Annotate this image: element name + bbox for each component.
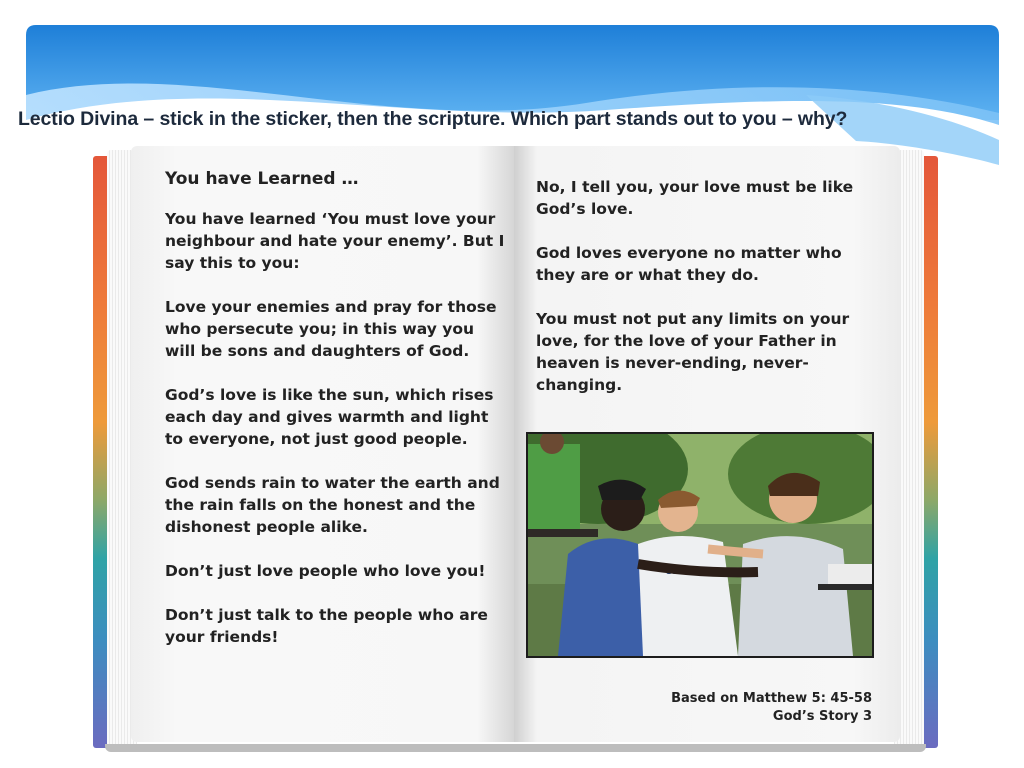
scripture-paragraph: Love your enemies and pray for those who persecute you; in this way you will be sons and daughters of God. <box>165 298 497 360</box>
open-book <box>93 142 938 752</box>
book-base-shadow <box>105 744 926 752</box>
children-photo <box>526 432 874 658</box>
scripture-paragraph: You must not put any limits on your love, for the love of your Father in heaven is never-ending, never-changing. <box>536 310 850 394</box>
shirt-text: SPORTS <box>666 567 706 577</box>
left-page <box>131 146 516 742</box>
scripture-paragraph: You have learned ‘You must love your neighbour and hate your enemy’. But I say this to you: <box>165 210 505 272</box>
scripture-paragraph: God’s love is like the sun, which rises each day and gives warmth and light to everyone, not just good people. <box>165 386 494 448</box>
scripture-paragraph: Don’t just talk to the people who are your friends! <box>165 606 488 646</box>
credit-reference: Based on Matthew 5: 45-58 <box>671 691 872 706</box>
slide-title: Lectio Divina – stick in the sticker, then the scripture. Which part stands out to you – why? <box>18 108 848 130</box>
right-page-text <box>536 176 881 418</box>
scripture-paragraph: Don’t just love people who love you! <box>165 562 486 580</box>
scripture-paragraph: God sends rain to water the earth and the rain falls on the honest and the dishonest people alike. <box>165 474 500 536</box>
scripture-paragraph: God loves everyone no matter who they are or what they do. <box>536 244 842 284</box>
scripture-credit <box>671 690 872 726</box>
left-page-text <box>165 208 505 670</box>
photo-illustration <box>528 434 872 656</box>
credit-source: God’s Story 3 <box>772 709 872 724</box>
page-heading: You have Learned … <box>165 169 359 189</box>
scripture-paragraph: No, I tell you, your love must be like God’s love. <box>536 178 854 218</box>
